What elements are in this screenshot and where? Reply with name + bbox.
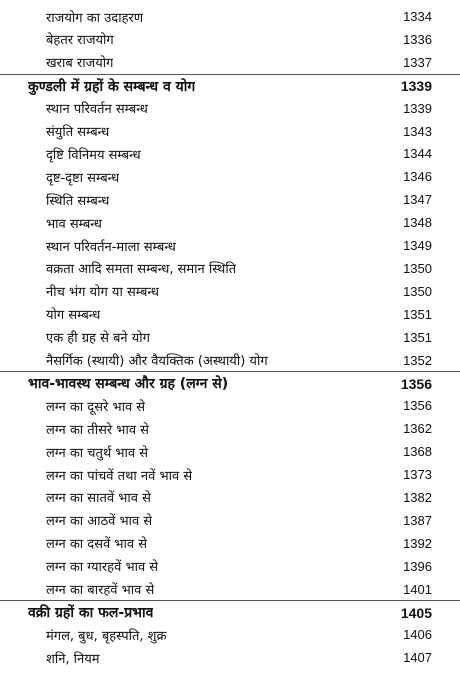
page-number: 1347: [403, 192, 432, 208]
toc-entry-title: बेहतर राजयोग: [46, 33, 114, 49]
toc-entry-row: [0, 440, 460, 463]
toc-entry-row: [0, 303, 460, 326]
toc-entry-title: लग्न का दसवें भाव से: [46, 537, 148, 553]
toc-entry-row: [0, 463, 460, 486]
toc-entry-title: वक्रता आदि समता सम्बन्ध, समान स्थिति: [46, 262, 237, 278]
page-number: 1337: [403, 54, 432, 70]
page-number: 1348: [403, 215, 432, 231]
page-number: 1351: [403, 329, 432, 345]
toc-entry-row: [0, 326, 460, 349]
page-number: 1407: [403, 650, 432, 666]
toc-entry-title: लग्न का चतुर्थ भाव से: [46, 445, 149, 461]
toc-entry-title: मंगल, बुध, बृहस्पति, शुक्र: [46, 628, 167, 644]
toc-entry-row: [0, 97, 460, 120]
toc-entry-title: लग्न का सातवें भाव से: [46, 491, 151, 507]
toc-entry-title: योग सम्बन्ध: [46, 308, 101, 324]
toc-entry-row: [0, 394, 460, 417]
toc-entry-title: दृष्ट-दृष्टा सम्बन्ध: [46, 170, 120, 186]
toc-entry-row: [0, 234, 460, 257]
toc-entry-row: [0, 623, 460, 646]
page-number: 1362: [403, 421, 432, 437]
page-number: 1382: [403, 489, 432, 505]
page-number: 1392: [403, 535, 432, 551]
toc-entry-row: [0, 142, 460, 165]
page-number: 1336: [403, 31, 432, 47]
toc-entry-row: [0, 555, 460, 578]
toc-entry-row: [0, 486, 460, 509]
toc-entry-title: स्थान परिवर्तन सम्बन्ध: [46, 102, 148, 118]
toc-entry-title: खराब राजयोग: [46, 56, 114, 72]
section-heading-row: [0, 371, 460, 395]
page-number: 1349: [403, 238, 432, 253]
page-number: 1396: [403, 558, 432, 574]
toc-entry-row: [0, 5, 460, 28]
toc-entry-title: दृष्टि विनिमय सम्बन्ध: [46, 147, 141, 163]
toc-entry-title: एक ही ग्रह से बने योग: [46, 331, 150, 347]
toc-entry-row: [0, 28, 460, 51]
toc-entry-title: स्थान परिवर्तन-माला सम्बन्ध: [46, 239, 176, 255]
page-number: 1350: [403, 260, 432, 276]
page-number: 1406: [403, 627, 432, 643]
toc-entry-row: [0, 417, 460, 440]
toc-entry-row: [0, 280, 460, 303]
toc-entry-title: राजयोग का उदाहरण: [46, 10, 144, 26]
toc-entry-row: [0, 211, 460, 234]
section-heading-title: वक्री ग्रहों का फल-प्रभाव: [28, 605, 154, 622]
page-number: 1346: [403, 169, 432, 185]
page-number: 1405: [400, 604, 432, 621]
toc-entry-title: लग्न का दूसरे भाव से: [46, 399, 146, 415]
toc-entry-row: [0, 188, 460, 211]
toc-entry-title: भाव सम्बन्ध: [46, 216, 102, 232]
toc-entry-title: शनि, नियम: [46, 651, 100, 667]
page-number: 1368: [403, 444, 432, 460]
toc-entry-title: स्थिति सम्बन्ध: [46, 193, 110, 209]
page-number: 1352: [403, 352, 432, 368]
page-number: 1344: [403, 146, 432, 162]
page-number: 1351: [403, 306, 432, 322]
section-heading-row: [0, 600, 460, 624]
toc-entry-title: नैसर्गिक (स्थायी) और वैयक्तिक (अस्थायी) योग: [46, 354, 268, 369]
page-number: 1334: [403, 9, 432, 24]
toc-entry-row: [0, 165, 460, 188]
toc-entry-row: [0, 51, 460, 74]
toc-entry-row: [0, 349, 460, 372]
page-number: 1356: [403, 398, 432, 414]
page-number: 1373: [403, 467, 432, 482]
toc-entry-title: लग्न का आठवें भाव से: [46, 514, 153, 530]
page-number: 1339: [403, 100, 432, 116]
section-heading-title: भाव-भावस्थ सम्बन्ध और ग्रह (लग्न से): [28, 376, 229, 393]
page-number: 1401: [403, 581, 432, 597]
page-number: 1339: [400, 78, 432, 95]
page-number: 1356: [400, 375, 432, 392]
toc-entry-title: लग्न का तीसरे भाव से: [46, 422, 149, 438]
toc-entry-title: लग्न का ग्यारहवें भाव से: [46, 560, 159, 576]
toc-entry-row: [0, 120, 460, 143]
page-number: 1350: [403, 283, 432, 299]
toc-entry-row: [0, 646, 460, 669]
toc-entry-title: लग्न का पांचवें तथा नवें भाव से: [46, 468, 193, 484]
toc-entry-title: लग्न का बारहवें भाव से: [46, 583, 155, 598]
toc-entry-row: [0, 578, 460, 601]
toc-entry-title: संयुति सम्बन्ध: [46, 125, 110, 140]
toc-entry-row: [0, 532, 460, 555]
toc-entry-row: [0, 257, 460, 280]
page-number: 1343: [403, 123, 432, 139]
page-number: 1387: [403, 512, 432, 528]
toc-entry-title: नीच भंग योग या सम्बन्ध: [46, 285, 159, 301]
section-heading-title: कुण्डली में ग्रहों के सम्बन्ध व योग: [28, 78, 196, 95]
section-heading-row: [0, 74, 460, 98]
toc-entry-row: [0, 509, 460, 532]
